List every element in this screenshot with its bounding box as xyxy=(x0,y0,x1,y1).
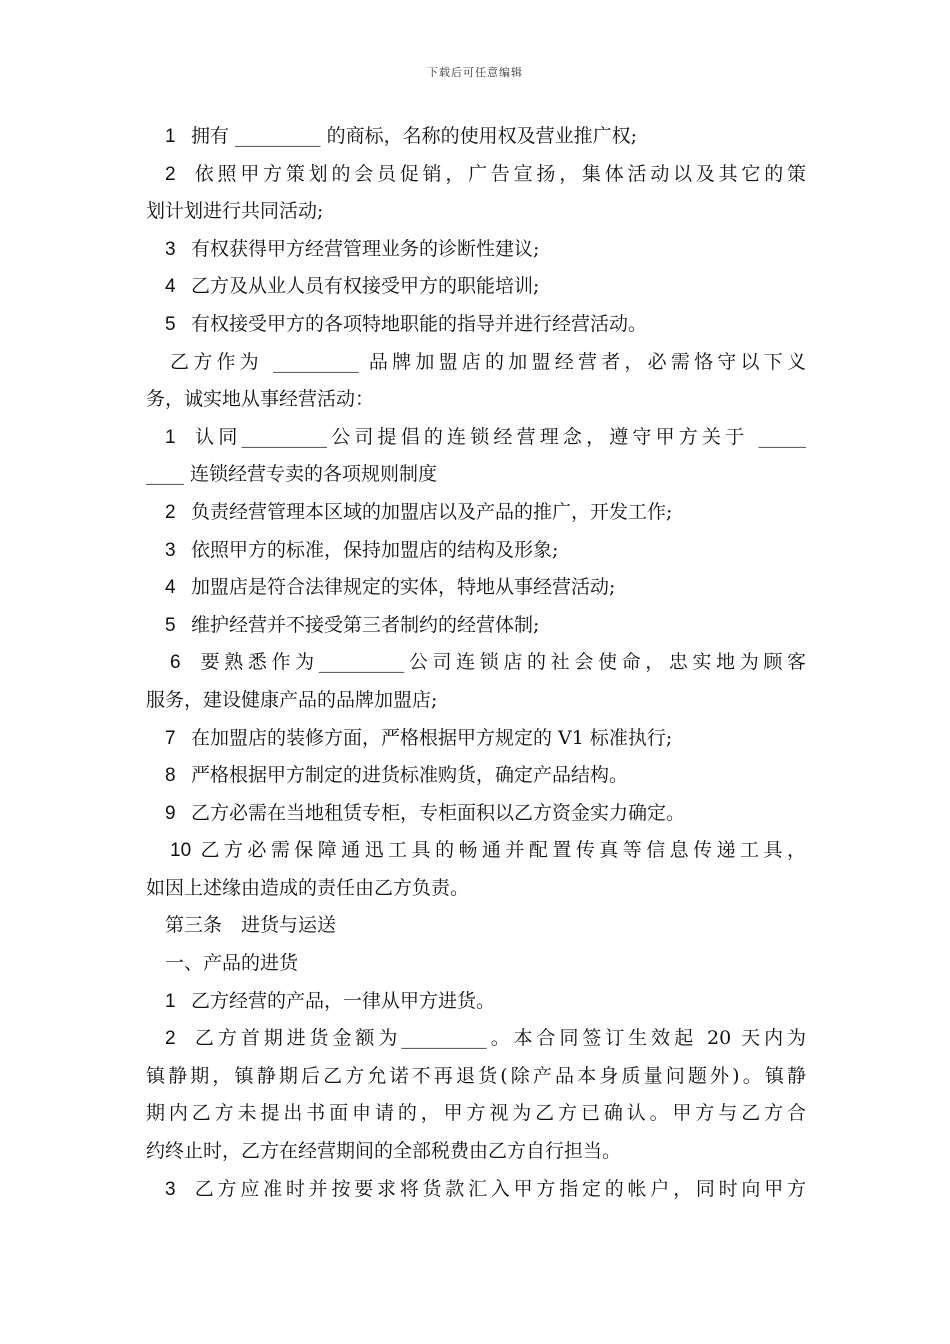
line-text: 第三条 进货与运送 xyxy=(165,914,337,937)
line-text: 乙方必需在当地租赁专柜，专柜面积以乙方资金实力确定。 xyxy=(191,801,686,824)
item-number: 10 xyxy=(170,840,192,862)
paragraph-line xyxy=(146,720,806,758)
item-number: 4 xyxy=(165,577,176,599)
line-text: 要熟悉作为_________公司连锁店的社会使命，忠实地为顾客 xyxy=(196,651,806,674)
line-text: 认同_________公司提倡的连锁经营理念，遵守甲方关于 _____ xyxy=(191,425,806,448)
line-text: 乙方首期进货金额为_________。本合同签订生效起 20 天内为 xyxy=(191,1027,806,1050)
line-text: 有权获得甲方经营管理业务的诊断性建议; xyxy=(191,237,540,260)
item-number: 5 xyxy=(165,313,176,335)
paragraph-line xyxy=(146,945,806,983)
item-number: 3 xyxy=(165,238,176,260)
paragraph-line xyxy=(146,1133,806,1171)
paragraph-line xyxy=(146,607,806,645)
line-text: 如因上述缘由造成的责任由乙方负责。 xyxy=(146,876,470,899)
item-number: 1 xyxy=(165,426,176,448)
line-text: 约终止时，乙方在经营期间的全部税费由乙方自行担当。 xyxy=(146,1140,622,1163)
paragraph-line xyxy=(146,1171,806,1209)
page-header: 下载后可任意编辑 xyxy=(427,66,523,79)
paragraph-line xyxy=(146,456,806,494)
line-text: 拥有 _________ 的商标，名称的使用权及营业推广权; xyxy=(191,125,637,147)
item-number: 9 xyxy=(165,802,176,824)
item-number: 5 xyxy=(165,614,176,636)
item-number: 3 xyxy=(165,1178,176,1200)
paragraph-line xyxy=(146,494,806,532)
paragraph-line xyxy=(146,795,806,833)
item-number: 8 xyxy=(165,765,176,787)
paragraph-line xyxy=(146,1095,806,1133)
line-text: 乙方经营的产品，一律从甲方进货。 xyxy=(191,989,496,1012)
item-number: 3 xyxy=(165,539,176,561)
paragraph-line xyxy=(146,419,806,457)
line-text: 划计划进行共同活动; xyxy=(146,200,324,223)
paragraph-line xyxy=(146,907,806,945)
paragraph-line xyxy=(146,306,806,344)
paragraph-line xyxy=(146,832,806,870)
paragraph-line xyxy=(146,344,806,382)
line-text: ____ 连锁经营专卖的各项规则制度 xyxy=(146,463,438,486)
document-body xyxy=(146,118,806,1208)
line-text: 严格根据甲方制定的进货标准购货，确定产品结构。 xyxy=(191,764,629,787)
paragraph-line xyxy=(146,231,806,269)
line-text: 期内乙方未提出书面申请的，甲方视为乙方已确认。甲方与乙方合 xyxy=(146,1102,806,1125)
line-text: 服务，建设健康产品的品牌加盟店; xyxy=(146,688,438,711)
item-number: 7 xyxy=(165,727,176,749)
line-text: 加盟店是符合法律规定的实体，特地从事经营活动; xyxy=(191,576,616,599)
line-text: 依照甲方的标准，保持加盟店的结构及形象; xyxy=(191,538,559,561)
paragraph-line xyxy=(146,118,806,156)
paragraph-line xyxy=(146,682,806,720)
line-text: 维护经营并不接受第三者制约的经营体制; xyxy=(191,613,540,636)
paragraph-line xyxy=(146,983,806,1021)
line-text: 在加盟店的装修方面，严格根据甲方规定的 V1 标准执行; xyxy=(191,726,673,749)
item-number: 2 xyxy=(165,163,176,185)
paragraph-line xyxy=(146,532,806,570)
paragraph-line xyxy=(146,1020,806,1058)
line-text: 乙方必需保障通迅工具的畅通并配置传真等信息传递工具， xyxy=(196,839,806,862)
item-number: 4 xyxy=(165,276,176,298)
paragraph-line xyxy=(146,1058,806,1096)
line-text: 依照甲方策划的会员促销，广告宣扬，集体活动以及其它的策 xyxy=(191,162,806,185)
paragraph-line xyxy=(146,870,806,908)
line-text: 乙方作为 _________ 品牌加盟店的加盟经营者，必需恪守以下义 xyxy=(170,350,806,373)
item-number: 1 xyxy=(165,990,176,1012)
line-text: 有权接受甲方的各项特地职能的指导并进行经营活动。 xyxy=(191,312,648,335)
paragraph-line xyxy=(146,381,806,419)
line-text: 负责经营管理本区域的加盟店以及产品的推广，开发工作; xyxy=(191,500,673,523)
paragraph-line xyxy=(146,644,806,682)
item-number: 2 xyxy=(165,501,176,523)
line-text: 务，诚实地从事经营活动： xyxy=(146,388,375,411)
paragraph-line xyxy=(146,268,806,306)
line-text: 一、产品的进货 xyxy=(165,952,299,975)
paragraph-line xyxy=(146,569,806,607)
line-text: 镇静期，镇静期后乙方允诺不再退货(除产品本身质量问题外)。镇静 xyxy=(146,1064,806,1087)
item-number: 6 xyxy=(170,652,181,674)
paragraph-line xyxy=(146,193,806,231)
paragraph-line xyxy=(146,156,806,194)
line-text: 乙方应准时并按要求将货款汇入甲方指定的帐户，同时向甲方 xyxy=(191,1177,806,1200)
item-number: 1 xyxy=(165,126,176,147)
line-text: 乙方及从业人员有权接受甲方的职能培训; xyxy=(191,275,540,298)
paragraph-line xyxy=(146,757,806,795)
item-number: 2 xyxy=(165,1028,176,1050)
